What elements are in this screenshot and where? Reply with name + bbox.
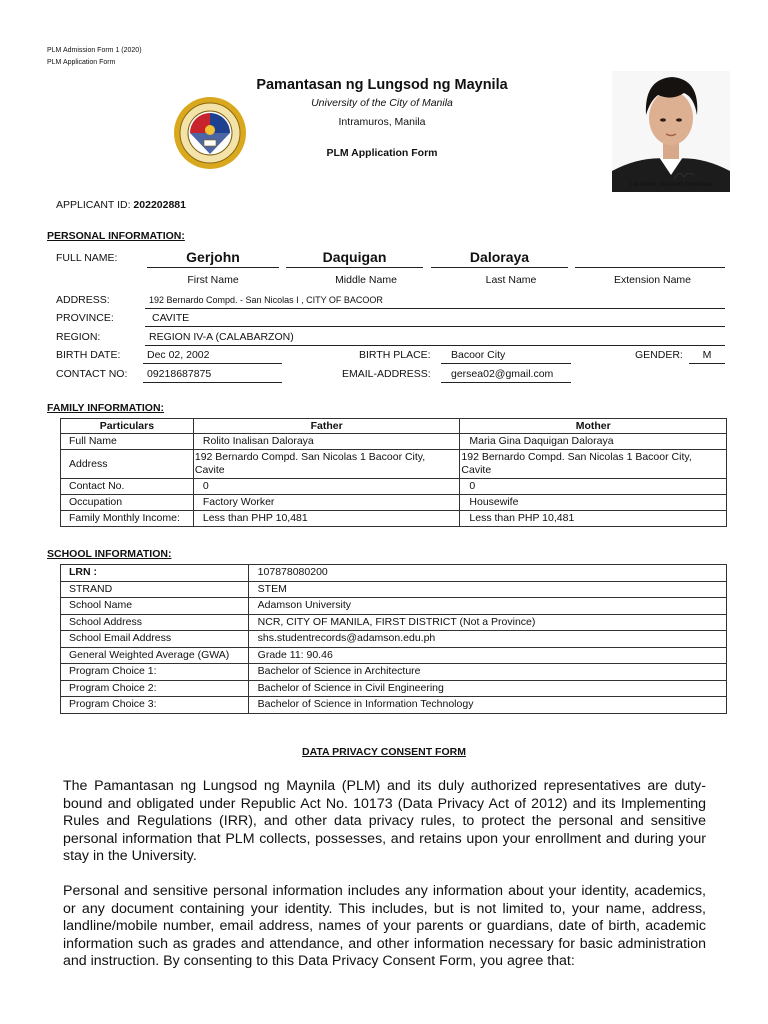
table-row [61,450,727,479]
photo-caption: DALORAYA, GERJOHN DAQUIGAN [630,182,712,188]
form-type: PLM Application Form [47,59,116,66]
table-row [61,697,727,714]
table-cell: Less than PHP 10,481 [460,511,727,527]
province-label: PROVINCE: [56,312,114,324]
table-header-cell: Mother [460,419,727,434]
gender-label: GENDER: [635,349,683,361]
gender-value: M [702,349,712,361]
table-cell: Program Choice 2: [61,680,249,697]
table-row [61,598,727,615]
table-cell: Grade 11: 90.46 [248,647,726,664]
form-code: PLM Admission Form 1 (2020) [47,47,142,54]
applicant-photo [612,71,730,192]
university-english-name: University of the City of Manila [311,97,453,109]
applicant-id [56,199,186,211]
table-row [61,511,727,527]
table-cell: Occupation [61,495,194,511]
privacy-consent-title: DATA PRIVACY CONSENT FORM [302,746,466,758]
table-cell: shs.studentrecords@adamson.edu.ph [248,631,726,648]
table-row [61,647,727,664]
birth-date-value: Dec 02, 2002 [147,349,210,361]
table-row [61,680,727,697]
table-cell: NCR, CITY OF MANILA, FIRST DISTRICT (Not a Province) [248,614,726,631]
table-cell: Address [61,450,194,479]
table-row [61,565,727,582]
contact-label: CONTACT NO: [56,368,128,380]
table-row [61,581,727,598]
table-cell: School Email Address [61,631,249,648]
table-cell: Family Monthly Income: [61,511,194,527]
last-name-value: Daloraya [469,249,530,265]
privacy-paragraph-2: Personal and sensitive personal information includes any information about your identity, academics, or any document containing your identity. This includes, but is not limited to, your name, address, landline/mobile number, email address, names of your parents or guardians, date of birth, academic information such as grades and attendance, and other information necessary for basic administration and instruction. By consenting to this Data Privacy Consent Form, you agree that: [63,883,706,970]
table-cell: Program Choice 1: [61,664,249,681]
table-cell: STRAND [61,581,249,598]
table-cell: Less than PHP 10,481 [193,511,460,527]
last-name-label: Last Name [485,274,537,286]
table-cell: Program Choice 3: [61,697,249,714]
table-cell: Factory Worker [193,495,460,511]
contact-value: 09218687875 [147,368,212,380]
table-cell: Full Name [61,434,194,450]
table-cell: Bachelor of Science in Information Technology [248,697,726,714]
family-table-header [61,419,727,434]
table-cell: 192 Bernardo Compd. San Nicolas 1 Bacoor City, Cavite [193,450,460,479]
table-row [61,614,727,631]
middle-name-value: Daquigan [322,249,387,265]
school-information-heading: SCHOOL INFORMATION: [47,548,172,560]
table-row [61,664,727,681]
birth-date-label: BIRTH DATE: [56,349,121,361]
region-value: REGION IV-A (CALABARZON) [149,331,294,343]
family-information-heading: FAMILY INFORMATION: [47,402,165,414]
table-cell: General Weighted Average (GWA) [61,647,249,664]
university-name: Pamantasan ng Lungsod ng Maynila [256,77,508,93]
university-location: Intramuros, Manila [338,116,426,128]
table-row [61,631,727,648]
personal-information-heading: PERSONAL INFORMATION: [47,230,185,242]
birth-place-value: Bacoor City [451,349,506,361]
first-name-label: First Name [187,274,239,286]
table-row [61,495,727,511]
table-cell: 0 [193,479,460,495]
table-cell: Maria Gina Daquigan Daloraya [460,434,727,450]
table-cell: 107878080200 [248,565,726,582]
full-name-label: FULL NAME: [56,252,118,264]
table-header-cell: Father [193,419,460,434]
table-cell: 0 [460,479,727,495]
table-row [61,434,727,450]
table-cell: Adamson University [248,598,726,615]
privacy-paragraph-1: The Pamantasan ng Lungsod ng Maynila (PLM) and its duly authorized representatives are duty-bound and obligated under Republic Act No. 10173 (Data Privacy Act of 2012) and its Implementing Rules and Regulations (IRR), and other data privacy rules, to protect the personal and sensitive personal information that PLM collects, possesses, and retains upon your enrollment and during your stay in the University. [63,778,706,865]
applicant-id-value: 202202881 [133,199,186,211]
address-label: ADDRESS: [56,294,110,306]
table-cell: Contact No. [61,479,194,495]
family-table [60,418,727,527]
birth-place-label: BIRTH PLACE: [359,349,431,361]
table-cell: Bachelor of Science in Architecture [248,664,726,681]
table-cell: 192 Bernardo Compd. San Nicolas 1 Bacoor City, Cavite [460,450,727,479]
table-cell: STEM [248,581,726,598]
applicant-id-label: APPLICANT ID: [56,199,131,211]
table-header-cell: Particulars [61,419,194,434]
table-cell: LRN : [61,565,249,582]
form-title: PLM Application Form [326,147,438,159]
address-value: 192 Bernardo Compd. - San Nicolas I , CITY OF BACOOR [149,295,383,305]
table-cell: Bachelor of Science in Civil Engineering [248,680,726,697]
table-cell: Rolito Inalisan Daloraya [193,434,460,450]
middle-name-label: Middle Name [335,274,397,286]
plm-seal-logo [173,96,247,170]
province-value: CAVITE [152,312,190,324]
table-cell: School Name [61,598,249,615]
first-name-value: Gerjohn [186,249,240,265]
table-row [61,479,727,495]
email-label: EMAIL-ADDRESS: [342,368,431,380]
table-cell: School Address [61,614,249,631]
email-value: gersea02@gmail.com [451,368,554,380]
school-table [60,564,727,714]
region-label: REGION: [56,331,101,343]
extension-name-label: Extension Name [613,274,692,286]
table-cell: Housewife [460,495,727,511]
